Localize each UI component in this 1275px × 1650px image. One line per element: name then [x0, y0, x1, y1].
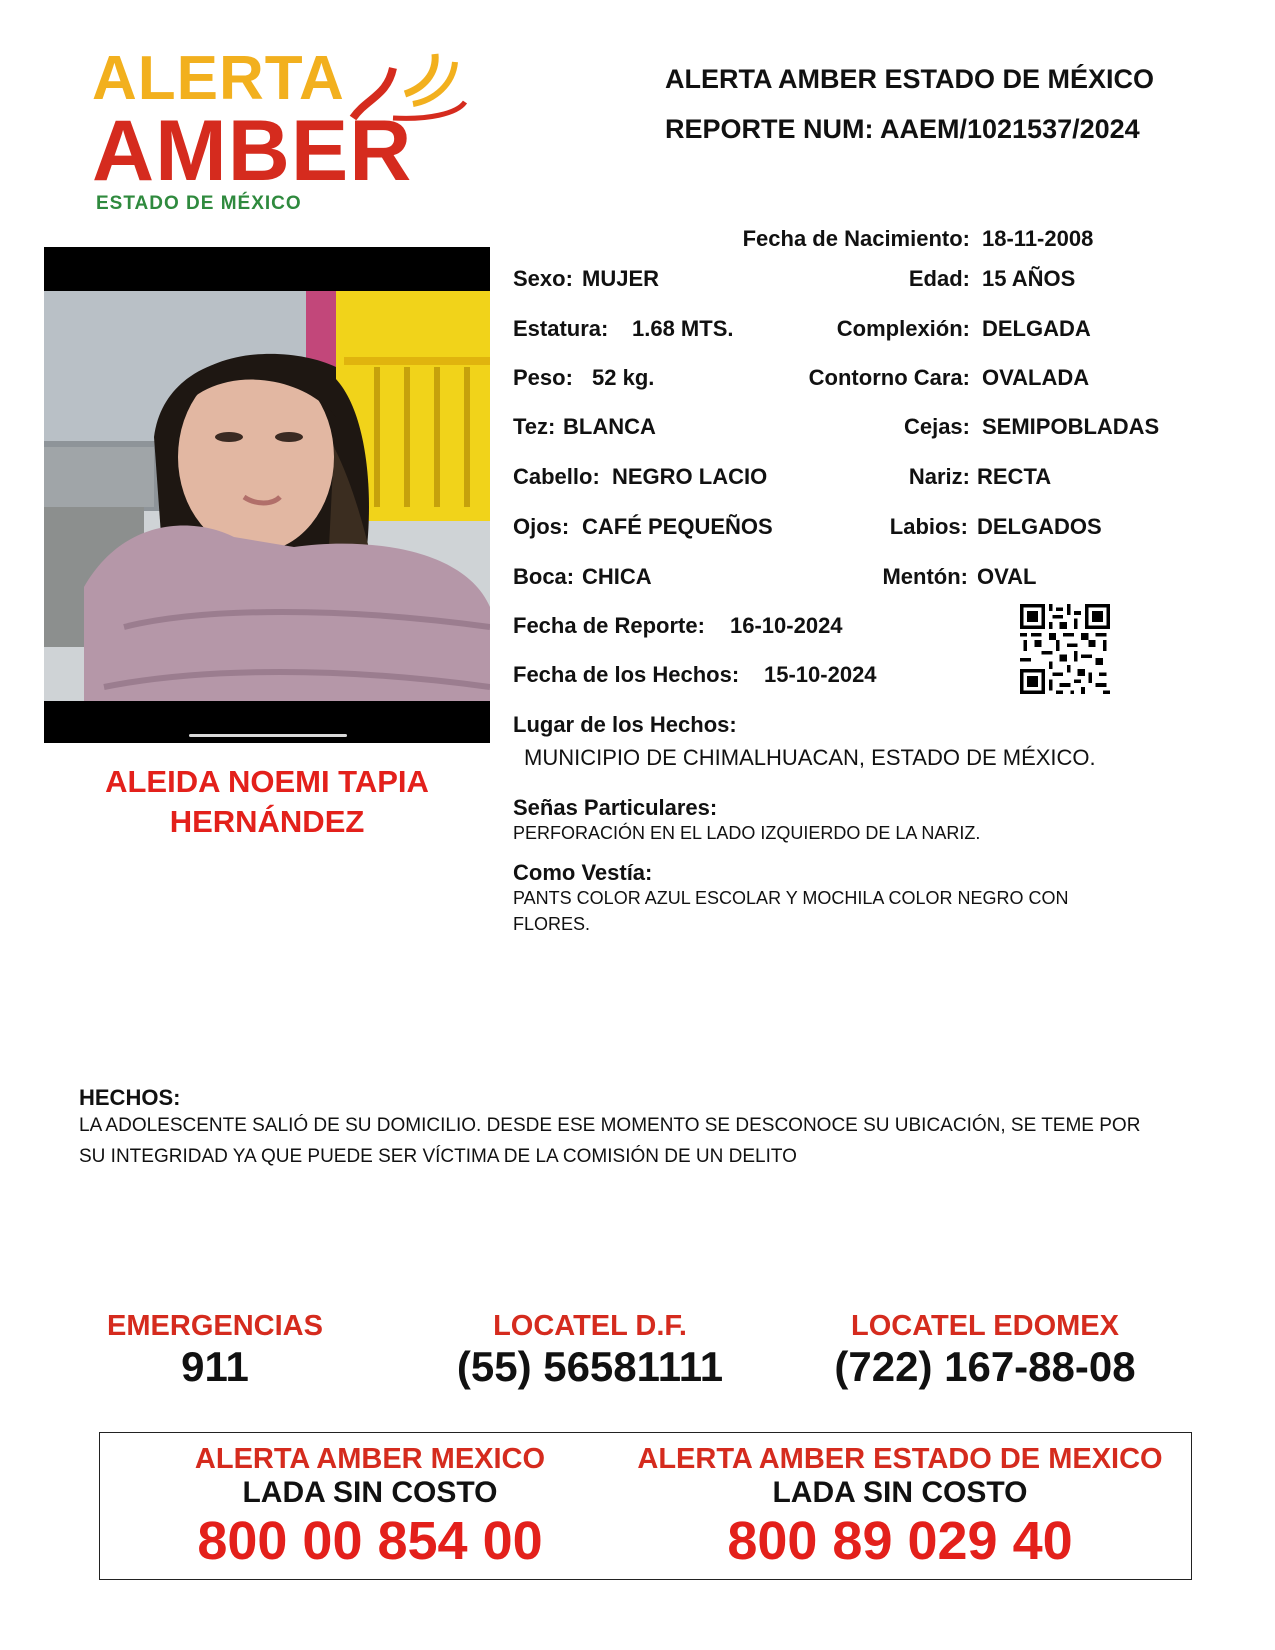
height-label: Estatura: — [513, 316, 609, 341]
birthdate-label: Fecha de Nacimiento: — [742, 226, 970, 251]
mouth-label: Boca: — [513, 564, 575, 589]
facts-line-1: LA ADOLESCENTE SALIÓ DE SU DOMICILIO. DESDE ESE MOMENTO SE DESCONOCE SU UBICACIÓN, SE TEME POR — [79, 1115, 1141, 1136]
sex-label: Sexo: — [513, 266, 573, 291]
chin-label: Mentón: — [882, 564, 968, 589]
qr-code-icon — [1020, 604, 1110, 694]
face-label: Contorno Cara: — [808, 365, 970, 390]
hotline-number: 800 89 029 40 — [727, 1511, 1073, 1571]
name-line-1: ALEIDA NOEMI TAPIA — [105, 764, 429, 799]
contact-number: 911 — [181, 1343, 249, 1390]
brows-value: SEMIPOBLADAS — [982, 414, 1160, 439]
face-value: OVALADA — [982, 365, 1090, 390]
hair-label: Cabello: — [513, 464, 600, 489]
nose-label: Nariz: — [908, 464, 970, 489]
clothes-label: Como Vestía: — [513, 860, 653, 885]
build-label: Complexión: — [836, 316, 970, 341]
event-date-label: Fecha de los Hechos: — [513, 662, 740, 687]
hotline-number: 800 00 854 00 — [197, 1511, 543, 1571]
facts-text — [79, 1110, 1140, 1172]
skin-label: Tez: — [513, 414, 556, 439]
logo-text-estado: ESTADO DE MÉXICO — [96, 193, 302, 214]
place-label: Lugar de los Hechos: — [513, 712, 737, 737]
logo-signal-arcs-icon — [347, 48, 467, 168]
hair-value: NEGRO LACIO — [612, 464, 768, 489]
eyes-value: CAFÉ PEQUEÑOS — [582, 514, 773, 539]
report-number: REPORTE NUM: AAEM/1021537/2024 — [665, 114, 1140, 144]
weight-value: 52 kg. — [592, 365, 655, 390]
alerta-amber-logo — [92, 44, 422, 218]
clothes-line-2: FLORES. — [513, 914, 591, 934]
contact-title: LOCATEL D.F. — [493, 1310, 687, 1342]
lips-value: DELGADOS — [977, 514, 1102, 539]
skin-value: BLANCA — [563, 414, 656, 439]
marks-value: PERFORACIÓN EN EL LADO IZQUIERDO DE LA NARIZ. — [513, 823, 981, 843]
hotline-estado-mexico — [620, 1443, 1180, 1572]
chin-value: OVAL — [977, 564, 1037, 589]
hotline-mexico — [130, 1443, 610, 1572]
missing-person-name — [44, 762, 490, 842]
place-value: MUNICIPIO DE CHIMALHUACAN, ESTADO DE MÉXICO. — [524, 745, 1096, 770]
facts-label: HECHOS: — [79, 1085, 181, 1110]
hotline-subtitle: LADA SIN COSTO — [242, 1476, 498, 1509]
contact-emergencias — [100, 1310, 330, 1391]
contact-number: (55) 56581111 — [456, 1343, 724, 1390]
logo-text-alerta: ALERTA — [92, 44, 345, 113]
hotlines-box — [99, 1432, 1192, 1580]
marks-label: Señas Particulares: — [513, 795, 718, 820]
weight-label: Peso: — [513, 365, 573, 390]
missing-person-photo — [44, 247, 490, 743]
report-date-label: Fecha de Reporte: — [513, 613, 705, 638]
contact-title: LOCATEL EDOMEX — [851, 1310, 1119, 1342]
hotline-title: ALERTA AMBER MEXICO — [194, 1443, 546, 1475]
report-date-value: 16-10-2024 — [730, 613, 843, 638]
sex-value: MUJER — [582, 266, 660, 291]
header-title: ALERTA AMBER ESTADO DE MÉXICO — [665, 64, 1155, 94]
brows-label: Cejas: — [903, 414, 970, 439]
clothes-value — [513, 885, 1068, 937]
contact-number: (722) 167-88-08 — [834, 1343, 1136, 1390]
height-value: 1.68 MTS. — [632, 316, 734, 341]
clothes-line-1: PANTS COLOR AZUL ESCOLAR Y MOCHILA COLOR NEGRO CON — [513, 888, 1069, 908]
contact-locatel-edomex — [820, 1310, 1150, 1391]
birthdate-value: 18-11-2008 — [982, 226, 1094, 251]
mouth-value: CHICA — [582, 564, 652, 589]
build-value: DELGADA — [982, 316, 1091, 341]
age-label: Edad: — [908, 266, 970, 291]
eyes-label: Ojos: — [513, 514, 570, 539]
contact-locatel-df — [425, 1310, 755, 1391]
age-value: 15 AÑOS — [982, 266, 1076, 291]
logo-text-amber: AMBER — [92, 103, 413, 199]
lips-label: Labios: — [889, 514, 968, 539]
contact-title: EMERGENCIAS — [107, 1310, 323, 1342]
name-line-2: HERNÁNDEZ — [169, 804, 365, 839]
facts-line-2: SU INTEGRIDAD YA QUE PUEDE SER VÍCTIMA DE LA COMISIÓN DE UN DELITO — [79, 1146, 797, 1167]
hotline-subtitle: LADA SIN COSTO — [772, 1476, 1028, 1509]
hotline-title: ALERTA AMBER ESTADO DE MEXICO — [637, 1443, 1163, 1475]
event-date-value: 15-10-2024 — [764, 662, 877, 687]
nose-value: RECTA — [977, 464, 1052, 489]
